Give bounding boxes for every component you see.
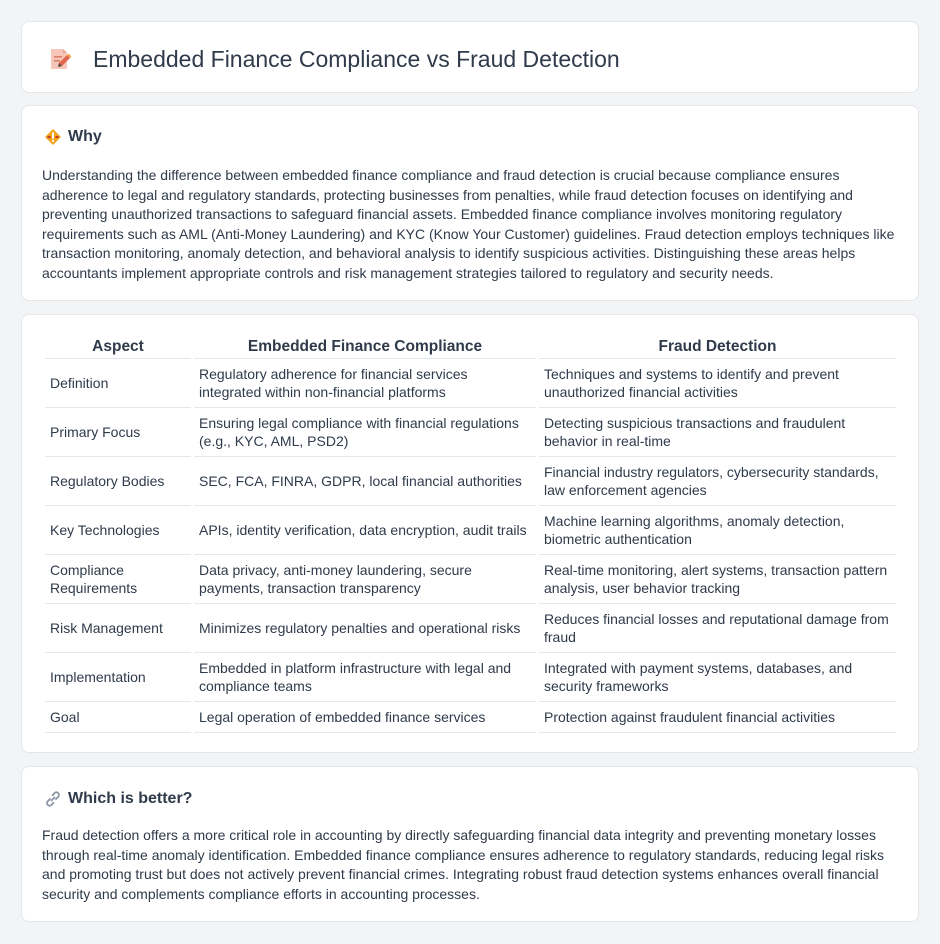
table-row	[45, 359, 896, 408]
fraud-cell: Real-time monitoring, alert systems, transaction pattern analysis, user behavior tracking	[539, 555, 896, 604]
aspect-cell: Goal	[45, 702, 191, 733]
fraud-cell: Integrated with payment systems, databases, and security frameworks	[539, 653, 896, 702]
comparison-table	[42, 334, 899, 733]
link-icon	[44, 790, 62, 808]
table-row	[45, 702, 896, 733]
aspect-cell: Definition	[45, 359, 191, 408]
diamond-warning-icon	[44, 128, 62, 146]
page-title: Embedded Finance Compliance vs Fraud Detection	[93, 46, 620, 72]
compliance-cell: Ensuring legal compliance with financial regulations (e.g., KYC, AML, PSD2)	[194, 408, 536, 457]
compliance-cell: SEC, FCA, FINRA, GDPR, local financial authorities	[194, 457, 536, 506]
table-row	[45, 457, 896, 506]
compliance-cell: Data privacy, anti-money laundering, secure payments, transaction transparency	[194, 555, 536, 604]
better-heading: Which is better?	[68, 790, 193, 807]
better-text: Fraud detection offers a more critical role in accounting by directly safeguarding financial data integrity and preventing monetary losses through real-time anomaly identification. Embedded finance compliance ensures adherence to regulatory standards, reducing legal risks and promoting trust but does not actively prevent financial crimes. Integrating robust fraud detection systems enhances overall financial security and complements compliance efforts in accounting processes.	[42, 827, 885, 902]
comparison-card	[21, 314, 919, 753]
fraud-cell: Reduces financial losses and reputational damage from fraud	[539, 604, 896, 653]
fraud-cell: Financial industry regulators, cybersecurity standards, law enforcement agencies	[539, 457, 896, 506]
which-is-better-section	[21, 766, 919, 922]
header-aspect: Aspect	[45, 334, 191, 359]
table-row	[45, 653, 896, 702]
fraud-cell: Techniques and systems to identify and prevent unauthorized financial activities	[539, 359, 896, 408]
table-header-row	[45, 334, 896, 359]
table-row	[45, 604, 896, 653]
why-text: Understanding the difference between embedded finance compliance and fraud detection is crucial because compliance ensures adherence to legal and regulatory standards, protecting businesses from penalties, while fraud detection focuses on identifying and preventing unauthorized transactions to safeguard financial assets. Embedded finance compliance involves monitoring regulatory requirements such as AML (Anti-Money Laundering) and KYC (Know Your Customer) guidelines. Fraud detection employs techniques like transaction monitoring, anomaly detection, and behavioral analysis to identify suspicious activities. Distinguishing these areas helps accountants implement appropriate controls and risk management strategies tailored to regulatory and security needs.	[42, 167, 895, 281]
aspect-cell: Implementation	[45, 653, 191, 702]
header-fraud: Fraud Detection	[539, 334, 896, 359]
table-row	[45, 506, 896, 555]
table-row	[45, 408, 896, 457]
why-heading: Why	[68, 128, 102, 145]
compliance-cell: APIs, identity verification, data encryption, audit trails	[194, 506, 536, 555]
fraud-cell: Machine learning algorithms, anomaly detection, biometric authentication	[539, 506, 896, 555]
compliance-cell: Embedded in platform infrastructure with legal and compliance teams	[194, 653, 536, 702]
table-row	[45, 555, 896, 604]
aspect-cell: Compliance Requirements	[45, 555, 191, 604]
compliance-cell: Minimizes regulatory penalties and operational risks	[194, 604, 536, 653]
fraud-cell: Protection against fraudulent financial activities	[539, 702, 896, 733]
document-edit-icon	[49, 47, 71, 71]
aspect-cell: Regulatory Bodies	[45, 457, 191, 506]
aspect-cell: Key Technologies	[45, 506, 191, 555]
aspect-cell: Risk Management	[45, 604, 191, 653]
header-card	[21, 21, 919, 93]
compliance-cell: Regulatory adherence for financial services integrated within non-financial platforms	[194, 359, 536, 408]
why-section	[21, 105, 919, 301]
fraud-cell: Detecting suspicious transactions and fraudulent behavior in real-time	[539, 408, 896, 457]
aspect-cell: Primary Focus	[45, 408, 191, 457]
header-compliance: Embedded Finance Compliance	[194, 334, 536, 359]
compliance-cell: Legal operation of embedded finance services	[194, 702, 536, 733]
